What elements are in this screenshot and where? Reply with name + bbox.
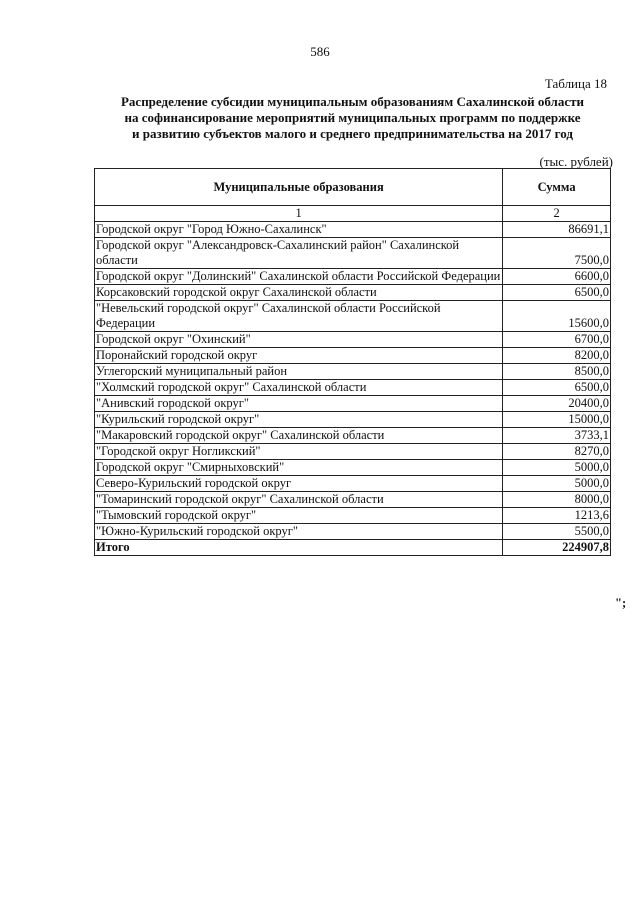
subsidy-sum: 5000,0 <box>503 476 611 492</box>
table-row <box>95 476 611 492</box>
subsidy-sum: 6500,0 <box>503 285 611 301</box>
municipality-name: "Невельский городской округ" Сахалинской области Российской Федерации <box>95 301 503 332</box>
subsidy-sum: 15600,0 <box>503 301 611 332</box>
municipality-name: Корсаковский городской округ Сахалинской области <box>95 285 503 301</box>
table-row <box>95 285 611 301</box>
municipality-name: Углегорский муниципальный район <box>95 364 503 380</box>
table-row <box>95 492 611 508</box>
header-row <box>95 169 611 206</box>
municipality-name: Городской округ "Город Южно-Сахалинск" <box>95 222 503 238</box>
subsidy-sum: 6700,0 <box>503 332 611 348</box>
subsidy-sum: 3733,1 <box>503 428 611 444</box>
table-row <box>95 460 611 476</box>
subsidy-sum: 15000,0 <box>503 412 611 428</box>
subsidy-sum: 5500,0 <box>503 524 611 540</box>
table-row <box>95 238 611 269</box>
title-line: Распределение субсидии муниципальным образованиям Сахалинской области <box>120 94 584 109</box>
municipality-name: "Анивский городской округ" <box>95 396 503 412</box>
table-row <box>95 332 611 348</box>
subsidy-sum: 8500,0 <box>503 364 611 380</box>
municipality-name: "Южно-Курильский городской округ" <box>95 524 503 540</box>
municipality-name: Поронайский городской округ <box>95 348 503 364</box>
subsidy-sum: 86691,1 <box>503 222 611 238</box>
column-number-row <box>95 206 611 222</box>
page-number: 586 <box>310 44 330 59</box>
municipality-name: Городской округ "Смирныховский" <box>95 460 503 476</box>
municipality-name: "Городской округ Ногликский" <box>95 444 503 460</box>
subsidy-sum: 1213,6 <box>503 508 611 524</box>
table-row <box>95 364 611 380</box>
subsidy-sum: 8270,0 <box>503 444 611 460</box>
municipality-name: "Курильский городской округ" <box>95 412 503 428</box>
table-row <box>95 524 611 540</box>
municipality-name: "Холмский городской округ" Сахалинской области <box>95 380 503 396</box>
table-row <box>95 444 611 460</box>
subsidy-sum: 5000,0 <box>503 460 611 476</box>
subsidy-sum: 20400,0 <box>503 396 611 412</box>
subsidy-sum: 6600,0 <box>503 269 611 285</box>
total-sum: 224907,8 <box>503 540 611 556</box>
closing-quote-mark: "; <box>615 596 627 610</box>
subsidy-sum: 6500,0 <box>503 380 611 396</box>
units-label: (тыс. рублей) <box>539 154 613 169</box>
subsidy-sum: 7500,0 <box>503 238 611 269</box>
table-row <box>95 396 611 412</box>
title-line: и развитию субъектов малого и среднего предпринимательства на 2017 год <box>132 126 573 141</box>
total-label: Итого <box>95 540 503 556</box>
table-row <box>95 222 611 238</box>
column-number: 2 <box>503 206 611 222</box>
table-row <box>95 412 611 428</box>
municipality-name: Городской округ "Долинский" Сахалинской области Российской Федерации <box>95 269 503 285</box>
subsidy-sum: 8200,0 <box>503 348 611 364</box>
table-row <box>95 348 611 364</box>
subsidy-table <box>94 168 611 556</box>
column-number: 1 <box>95 206 503 222</box>
table-row <box>95 380 611 396</box>
table-row <box>95 428 611 444</box>
municipality-name: "Макаровский городской округ" Сахалинской области <box>95 428 503 444</box>
table-title <box>95 94 610 142</box>
table-row <box>95 301 611 332</box>
table-row <box>95 269 611 285</box>
header-sum: Сумма <box>503 169 611 206</box>
table-label: Таблица 18 <box>544 76 607 91</box>
total-row <box>95 540 611 556</box>
municipality-name: Городской округ "Александровск-Сахалинский район" Сахалинской области <box>95 238 503 269</box>
municipality-name: Северо-Курильский городской округ <box>95 476 503 492</box>
municipality-name: "Томаринский городской округ" Сахалинской области <box>95 492 503 508</box>
header-municipality: Муниципальные образования <box>95 169 503 206</box>
municipality-name: Городской округ "Охинский" <box>95 332 503 348</box>
subsidy-sum: 8000,0 <box>503 492 611 508</box>
table-row <box>95 508 611 524</box>
municipality-name: "Тымовский городской округ" <box>95 508 503 524</box>
title-line: на софинансирование мероприятий муниципальных программ по поддержке <box>124 110 581 125</box>
